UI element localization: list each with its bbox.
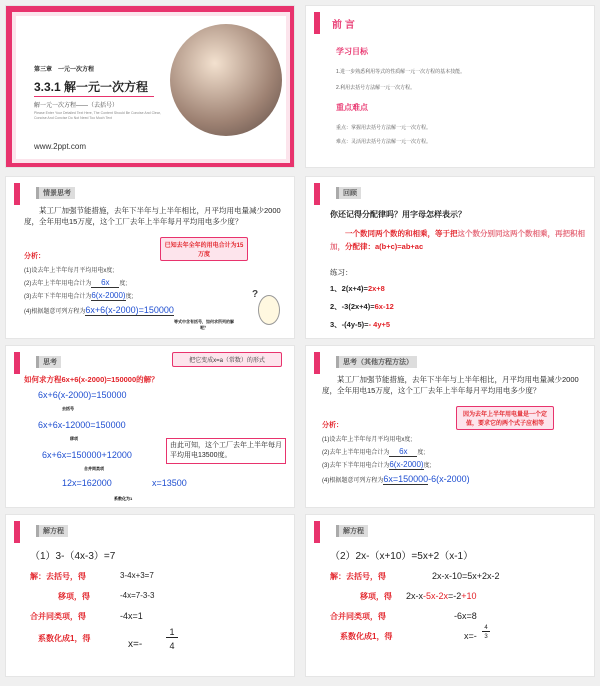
slide-preface[interactable] [305, 5, 595, 168]
egg-mascot-icon [258, 295, 280, 325]
step-4-x: x=- [128, 639, 143, 650]
chapter-label: 第三章 一元一次方程 [34, 67, 95, 73]
analysis-4: (4)根据题意可列方程为6x+6(x-2000)=150000 [24, 305, 174, 315]
analysis-1: (1)设去年上半年每月平均用电x度; [24, 268, 115, 274]
slide-think[interactable] [5, 345, 295, 508]
goal-2: 2.利用去括号方法解一元一次方程。 [336, 85, 416, 91]
slide-header: 情景思考 [36, 187, 75, 199]
accent-mark [314, 521, 320, 543]
goal-heading: 学习目标 [336, 47, 368, 56]
step-2-expr: -4x=7-3-3 [120, 591, 155, 600]
accent-mark [314, 352, 320, 374]
step-4: 12x=162000 [62, 478, 112, 488]
step-2-expr: 2x-x-5x-2x=-2+10 [406, 591, 477, 601]
subtitle: 解一元一次方程——（去括号） [34, 103, 119, 109]
slide-header: 思考 [36, 356, 61, 368]
question-mark-icon: ? [252, 289, 259, 300]
step-3-expr: -4x=1 [120, 611, 143, 621]
fraction-den: 4 [169, 641, 175, 651]
accent-mark [314, 183, 320, 205]
step-2: 6x+6x-12000=150000 [38, 420, 126, 430]
slide-header: 思考（其他方程方法） [336, 356, 417, 368]
note-coef: 系数化为1 [114, 496, 133, 501]
step-4-label: 系数化成1，得 [340, 632, 393, 641]
step-1-expr: 2x-x-10=5x+2x-2 [432, 571, 500, 581]
analysis-2: (2)去年上半年用电合计为 6x 度; [24, 278, 128, 287]
step-2-label: 移项，得 [360, 592, 392, 601]
exercise-label: 练习： [330, 268, 353, 277]
step-4-x: x=- [464, 631, 477, 641]
placeholder-text: Please Enter Your Detailed Text Here, The Content Should Be Concise And Clear, Concise And Concise Do Not Need Too Much Text [34, 111, 161, 120]
exercise-2: 2、-3(2x+4)=6x-12 [330, 302, 394, 311]
difficulty: 难点：灵活用去括号方法解一元一次方程。 [336, 139, 432, 145]
analysis-1: (1)设去年上半年每月平均用电x度; [322, 437, 413, 443]
site-url[interactable]: www.2ppt.com [34, 142, 87, 151]
step-4-label: 系数化成1，得 [38, 634, 91, 643]
callout-note: 因为去年上半年用电量是一个定值，要求它的两个式子应相等 [456, 406, 554, 430]
photo-circle [170, 24, 282, 136]
problem-text: 某工厂加强节能措施，去年下半年与上半年相比，月平均用电量减少2000度，全年用电15万度，这个工厂去年上半年每月平均用电多少度？ [322, 375, 579, 395]
slide-solve-2[interactable] [305, 514, 595, 677]
note-move: 移项 [70, 436, 78, 441]
slide-solve-1[interactable] [5, 514, 295, 677]
fraction-num: 1 [166, 627, 178, 638]
slide-header: 解方程 [336, 525, 368, 537]
exercise-3: 3、-(4y-5)=- 4y+5 [330, 320, 391, 329]
analysis-label: 分析： [24, 253, 45, 260]
goal-tag: 把它变成x=a（常数）的形式 [172, 352, 282, 367]
slide-title[interactable] [5, 5, 295, 168]
slide-scenario[interactable] [5, 176, 295, 339]
section-title: 3.3.1 解一元一次方程 [34, 80, 149, 94]
key-heading: 重点难点 [336, 103, 368, 112]
equation: （1）3-（4x-3）=7 [30, 551, 116, 562]
accent-mark [14, 183, 20, 205]
fraction-den: 3 [484, 634, 488, 640]
problem-text: 某工厂加强节能措施，去年下半年与上半年相比，月平均用电量减少2000度，全年用电15万度，这个工厂去年上半年每月平均用电多少度？ [24, 206, 281, 226]
analysis-2: (2)去年上半年用电合计为 6x 度; [322, 447, 426, 456]
accent-mark [14, 521, 20, 543]
question: 你还记得分配律吗？用字母怎样表示？ [330, 210, 466, 219]
analysis-3: (3)去年下半年用电合计为6(x-2000)度; [322, 460, 432, 469]
step-1-label: 解：去括号，得 [330, 572, 386, 581]
title-rule [34, 96, 154, 97]
step-1-expr: 3-4x+3=7 [120, 571, 154, 580]
accent-mark [314, 12, 320, 34]
step-2-label: 移项，得 [58, 592, 90, 601]
note-combine: 合并同类项 [84, 466, 104, 471]
note-expand: 去括号 [62, 406, 74, 411]
step-1-label: 解：去括号，得 [30, 572, 86, 581]
step-1: 6x+6(x-2000)=150000 [38, 390, 127, 400]
key-point: 重点：掌握用去括号方法解一元一次方程。 [336, 125, 432, 131]
step-3: 6x+6x=150000+12000 [42, 450, 132, 460]
slide-header: 回顾 [336, 187, 361, 199]
equation: （2）2x-（x+10）=5x+2（x-1） [330, 551, 474, 562]
question: 如何求方程6x+6(x-2000)=150000的解？ [24, 375, 159, 384]
analysis-3: (3)去年下半年用电合计为6(x-2000)度; [24, 291, 134, 300]
slide-review[interactable] [305, 176, 595, 339]
step-3-label: 合并同类项，得 [330, 612, 386, 621]
analysis-4: (4)根据题意可列方程为6x=150000-6(x-2000) [322, 474, 470, 484]
slide-header: 解方程 [36, 525, 68, 537]
distributive-rule: 一个数同两个数的和相乘，等于把这个数分别同这两个数相乘，再把积相加，分配律：a(b+c)=ab+ac [330, 229, 585, 251]
step-3-label: 合并同类项，得 [30, 612, 86, 621]
thought-note: 等式中含有括号，如何求所列的解呢？ [174, 319, 234, 330]
step-3-expr: -6x=8 [454, 611, 477, 621]
exercise-1: 1、2(x+4)=2x+8 [330, 284, 385, 293]
conclusion-box: 由此可知，这个工厂去年上半年每月平均用电13500度。 [166, 438, 286, 464]
fraction-num: 4 [482, 625, 490, 632]
callout-note: 已知去年全年的用电合计为15万度 [160, 237, 248, 261]
goal-1: 1.进一步熟悉利用等式的性质解一元一次方程的基本技能。 [336, 69, 466, 75]
slide-title: 前 言 [332, 20, 355, 31]
slide-alt-method[interactable] [305, 345, 595, 508]
step-5: x=13500 [152, 478, 187, 488]
accent-mark [14, 352, 20, 374]
analysis-label: 分析： [322, 422, 343, 429]
